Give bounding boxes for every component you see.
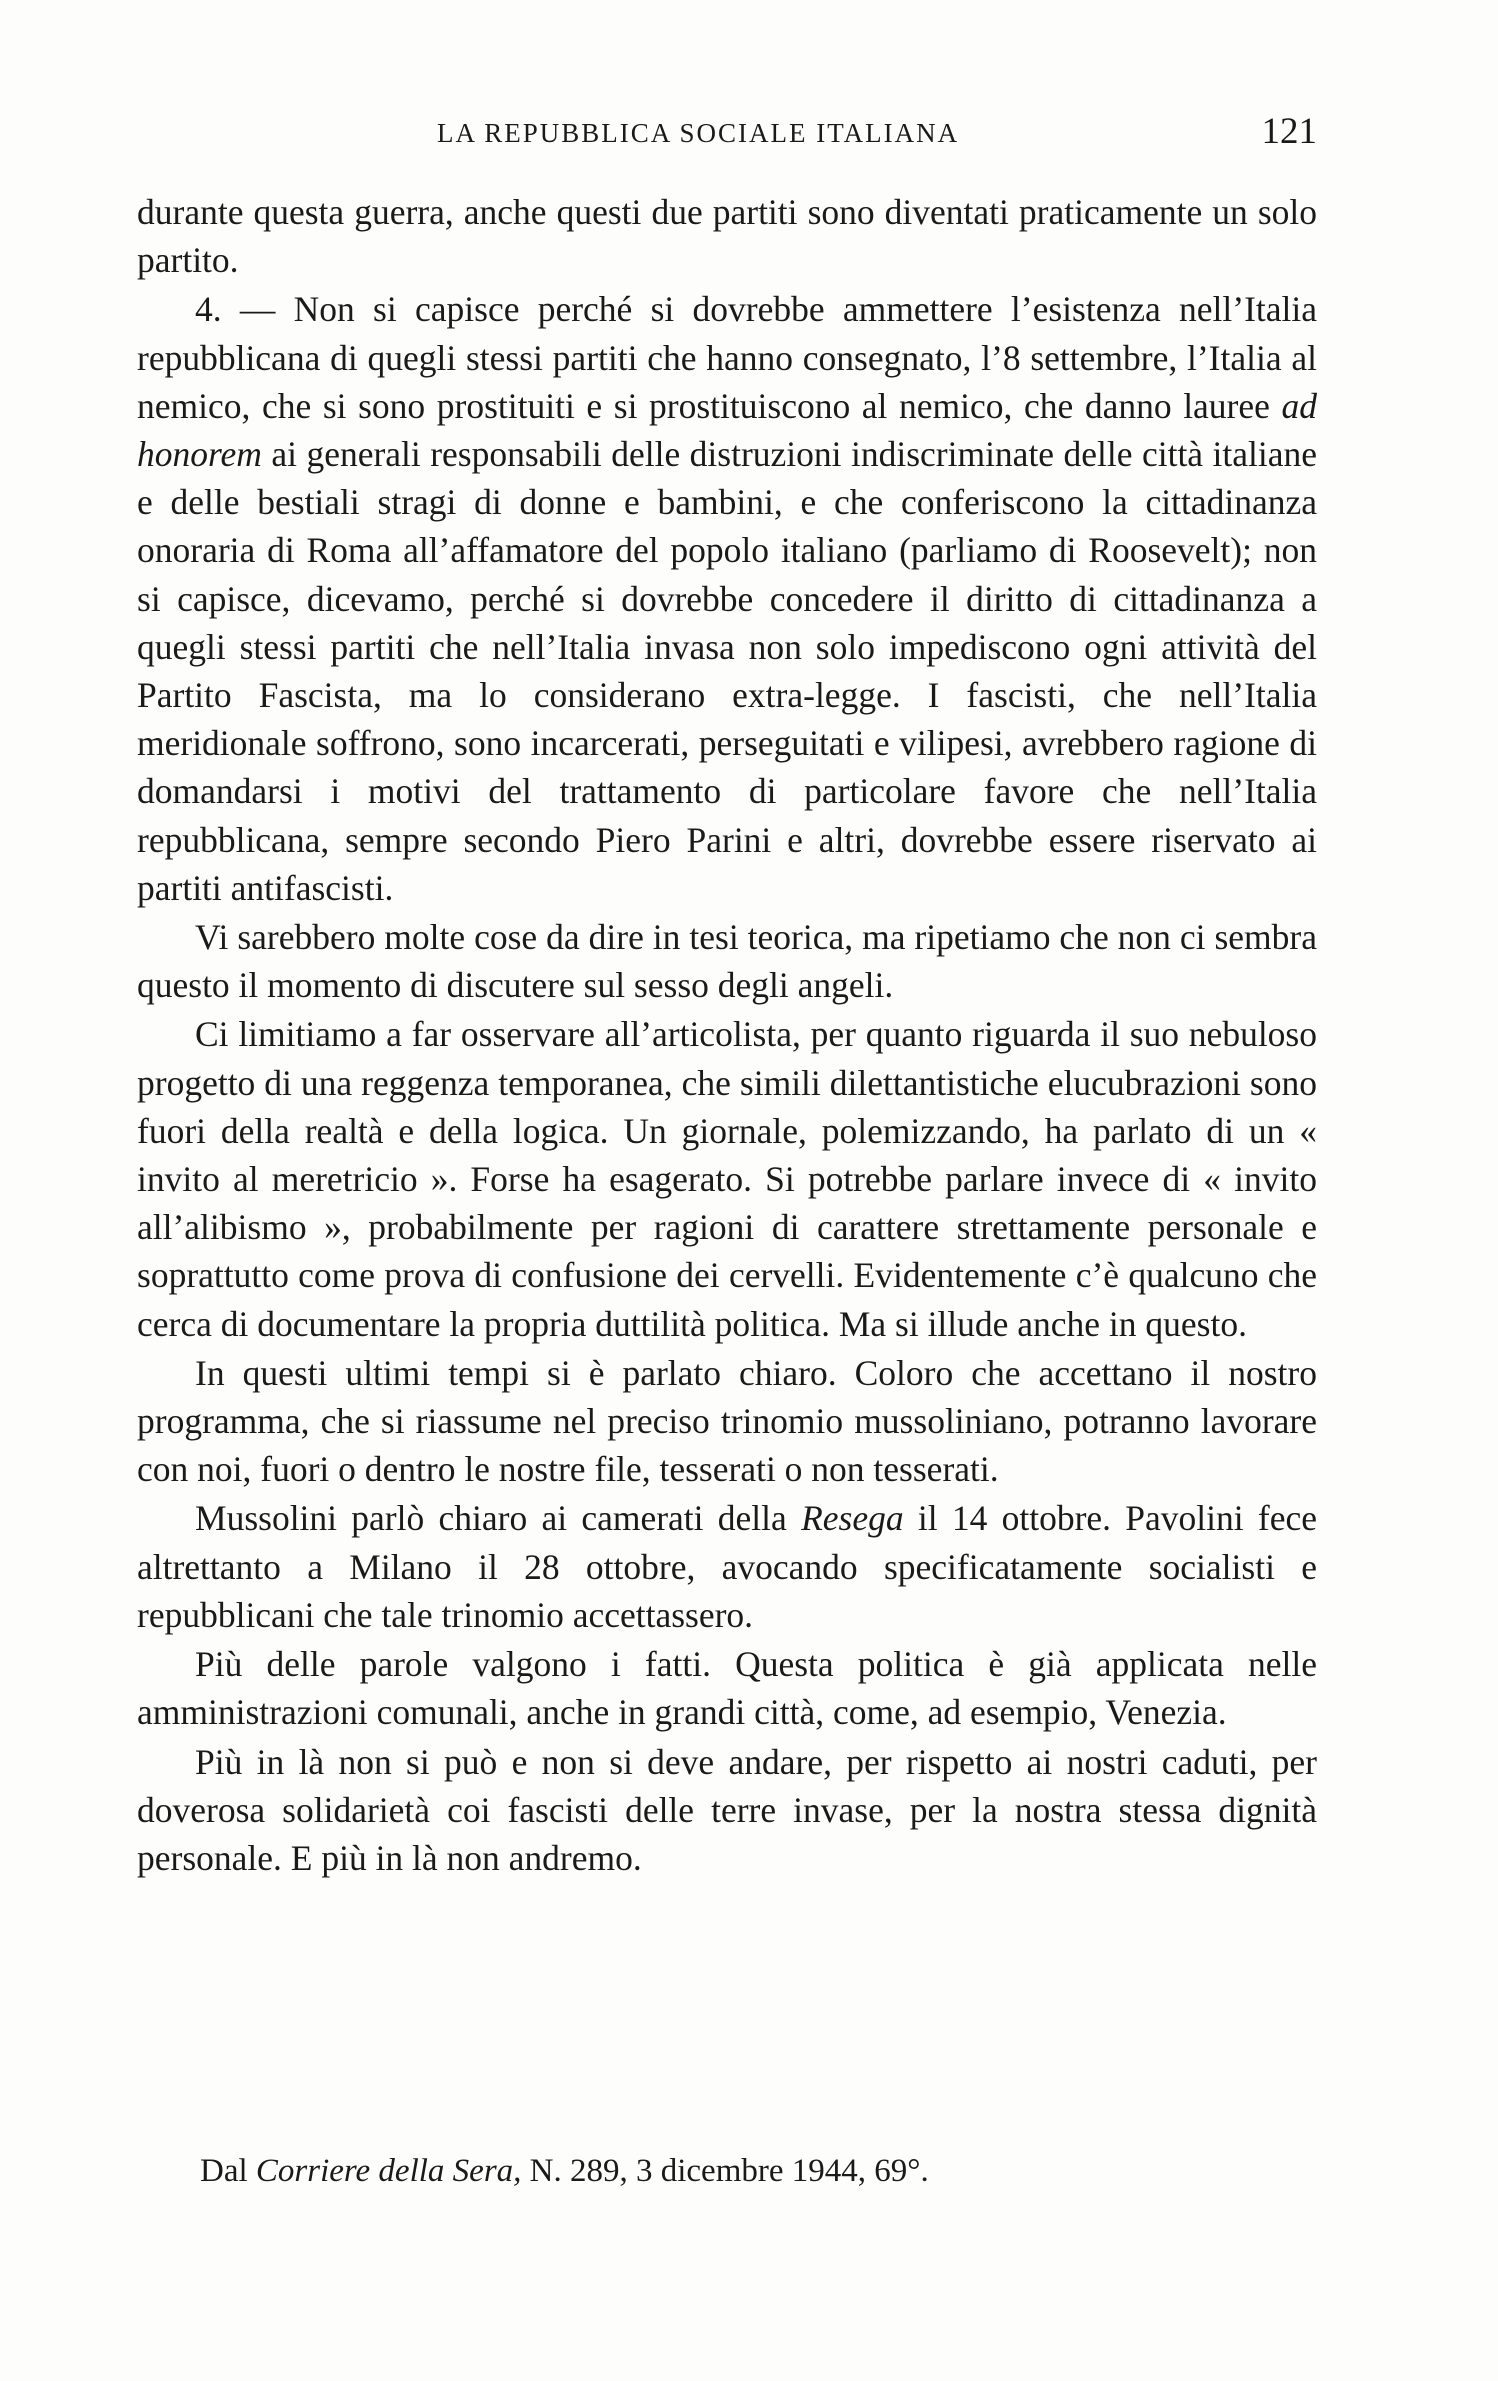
running-header <box>137 110 1317 160</box>
paragraph-text: In questi ultimi tempi si è parlato chiaro. Coloro che accettano il nostro programma, che si riassume nel preciso trinomio mussoliniano, potranno lavorare con noi, fuori o dentro le nostre file, tesserati o non tesserati. <box>137 1352 1317 1490</box>
paragraph-text: il 14 ottobre. Pavolini fece altrettanto a Milano il 28 ottobre, avocando specificatamente socialisti e repubblicani che tale trinomio accettassero. <box>137 1498 1317 1635</box>
source-details: N. 289, 3 dicembre 1944, 69°. <box>521 2153 929 2189</box>
paragraph-text: Vi sarebbero molte cose da dire in tesi teorica, ma ripetiamo che non ci sembra questo il momento di discutere sul sesso degli angeli. <box>137 917 1317 1006</box>
paragraph-text: Più in là non si può e non si deve andare, per rispetto ai nostri caduti, per doverosa solidarietà coi fascisti delle terre invase, per la nostra stessa dignità personale. E più in là non andremo. <box>137 1741 1317 1878</box>
paragraph-section-4 <box>137 285 1317 912</box>
paragraph <box>137 1738 1317 1883</box>
paragraph <box>137 1494 1317 1639</box>
body-text <box>137 188 1317 1882</box>
italic-phrase: Resega <box>801 1498 904 1539</box>
publication-title: Corriere della Sera, <box>255 2153 522 2189</box>
paragraph-text: Mussolini parlò chiaro ai camerati della <box>195 1498 802 1539</box>
paragraph-text: durante questa guerra, anche questi due partiti sono diventati praticamente un solo partito. <box>137 192 1317 281</box>
source-prefix: Dal <box>200 2153 256 2189</box>
paragraph-text: Più delle parole valgono i fatti. Questa politica è già applicata nelle amministrazioni comunali, anche in grandi città, come, ad esempio, Venezia. <box>137 1644 1317 1733</box>
source-citation <box>200 2153 929 2190</box>
italic-phrase: ad honorem <box>137 385 1317 475</box>
page-number: 121 <box>1261 111 1317 152</box>
paragraph <box>137 1640 1317 1736</box>
paragraph-text: 4. — Non si capisce perché si dovrebbe ammettere l’esistenza nell’Italia repubblicana di quegli stessi partiti che hanno consegnato, l’8 settembre, l’Italia al nemico, che si sono prostituiti e si prostituiscono al nemico, che danno lauree <box>137 289 1317 426</box>
paragraph-text: Ci limitiamo a far osservare all’articolista, per quanto riguarda il suo nebuloso progetto di una reggenza temporanea, che simili dilettantistiche elucubrazioni sono fuori della realtà e della logica. Un giornale, polemizzando, ha parlato di un « invito al meretricio ». Forse ha esagerato. Si potrebbe parlare invece di « invito all’alibismo », probabilmente per ragioni di carattere strettamente personale e soprattutto come prova di confusione dei cervelli. Evidentemente c’è qualcuno che cerca di documentare la propria duttilità politica. Ma si illude anche in questo. <box>137 1014 1317 1344</box>
paragraph <box>137 913 1317 1009</box>
paragraph <box>137 1349 1317 1494</box>
paragraph-text: ai generali responsabili delle distruzioni indiscriminate delle città italiane e delle bestiali stragi di donne e bambini, e che conferiscono la cittadinanza onoraria di Roma all’affamatore del popolo italiano (parliamo di Roosevelt); non si capisce, dicevamo, perché si dovrebbe concedere il diritto di cittadinanza a quegli stessi partiti che nell’Italia invasa non solo impediscono ogni attività del Partito Fascista, ma lo considerano extra-legge. I fascisti, che nell’Italia meridionale soffrono, sono incarcerati, perseguitati e vilipesi, avrebbero ragione di domandarsi i motivi del trattamento di particolare favore che nell’Italia repubblicana, sempre secondo Piero Parini e altri, dovrebbe essere riservato ai partiti antifascisti. <box>137 434 1317 908</box>
running-title: LA REPUBBLICA SOCIALE ITALIANA <box>437 118 960 148</box>
paragraph <box>137 1010 1317 1347</box>
paragraph-continued <box>137 188 1317 284</box>
